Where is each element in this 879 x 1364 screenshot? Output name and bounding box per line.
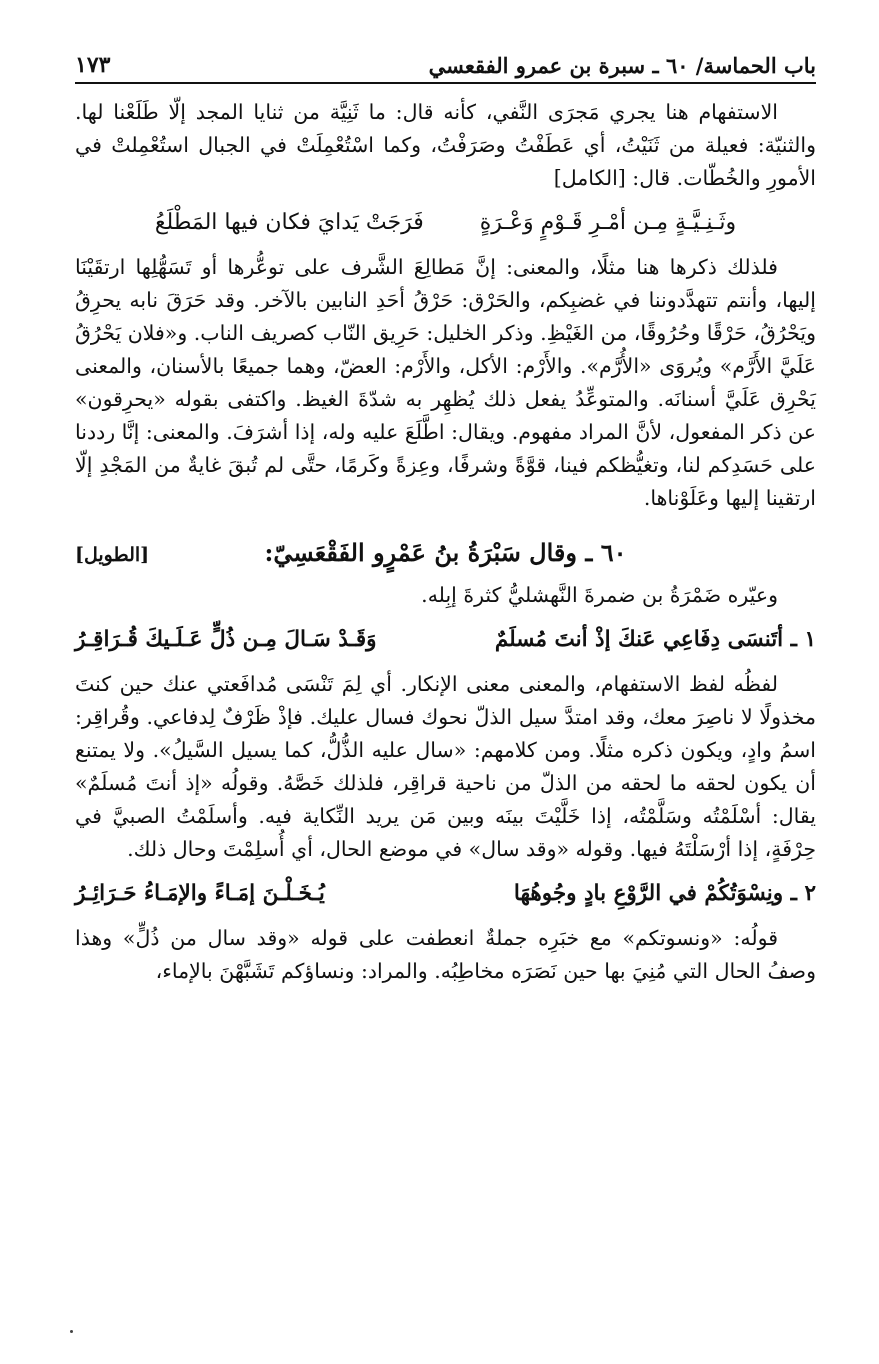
quoted-verse-hemistich-2: فَرَجَتْ يَدايَ فكان فيها المَطْلَعُ	[154, 210, 424, 235]
intro-paragraph-1: الاستفهام هنا يجري مَجرَى النَّفي، كأنه قال: ما ثَنِيَّة من ثنايا المجد إلّا طَلَعْنا لها. والثنيّة: فعيلة من ثَنَيْتُ، أي عَطَفْتُ وصَرَفْتُ، وكما اسْتُعْمِلَتْ في الجبال استُعْمِلتْ في الأمورِ والخُطّات. قال: [الكامل]	[75, 100, 816, 190]
poem-verse-2	[75, 876, 816, 912]
quoted-verse	[75, 205, 816, 241]
intro-paragraph-2: فلذلك ذكرها هنا مثلًا، والمعنى: إنَّ مَطالِعَ الشَّرف على توعُّرها أو تَسَهُّلِها ارتقَيْنَا إليها، وأنتم تتهدَّدوننا في غضبِكم، والحَرْق: حَرْقُ أحَدِ النابين بالآخر. وقد حَرَقَ نابه يحرِقُ ويَحْرُقُ، حَرْقًا وحُرُوقًا، من الغَيْظِ. وذكر الخليل: حَرِيق النّاب كصريف الناب. و«فلان يَحْرُقُ عَلَيَّ الأَرَّم» ويُروَى «الأُرَّم». والأَرْم: الأكل، والأَرْم: العضّ، وهما جميعًا بالأسنان، والمعنى يَحْرِق عَلَيَّ أسنانَه. والمتوعِّدُ يفعل ذلك يُظهِر به شدّةَ الغيظ. واكتفى بقوله «يحرِقون» عن ذكر المفعول، لأنَّ المراد مفهوم. ويقال: اطَّلَعَ عليه وله، إذا أشرَفَ. والمعنى: إنَّا رددنا على حَسَدِكم لنا، وتغيُّظكم فينا، قوَّةً وشرفًا، وعِزةً وكَرمًا، حتَّى لم تُبقَ غايةٌ من المَجْدِ إلّا ارتقينا إليها وعَلَوْناها.	[75, 255, 816, 510]
poem-heading	[75, 529, 816, 575]
poem-title: ٦٠ ـ وقال سَبْرَةُ بنُ عَمْرٍو الفَقْعَسِيّ:	[264, 537, 627, 567]
verse-2-hemistich-2: يُـخَـلْـنَ إمَـاءً والإمَـاءُ حَـرَائِـرُ	[75, 881, 325, 906]
quoted-verse-hemistich-1: وثَـنِـيَّـةٍ مِـن أمْـرِ قَـوْمٍ وَعْـرَةٍ	[479, 210, 737, 235]
poem-verse-1	[75, 622, 816, 658]
scan-dot	[70, 1330, 73, 1333]
verse-1-hemistich-1: ١ ـ أتَنسَى دِفَاعِي عَنكَ إذْ أنتَ مُسلَمٌ	[494, 627, 816, 652]
poem-intro-line: وعيّره ضَمْرَةُ بن ضمرةَ النَّهشليُّ كثرةَ إبِله.	[421, 583, 778, 607]
verse-1-hemistich-2: وَقَـدْ سَـالَ مِـن ذُلٍّ عَـلَـيكَ قُـرَاقِـرُ	[75, 627, 377, 652]
page-number: ١٧٣	[75, 52, 111, 78]
poem-meter: [الطويل]	[75, 544, 150, 566]
verse-2-hemistich-1: ٢ ـ ونِسْوَتُكُمْ في الرَّوْعِ بادٍ وجُوهُهَا	[513, 881, 816, 906]
running-header	[75, 40, 816, 84]
verse-2-commentary: قولُه: «ونسوتكم» مع خبَرِه جملةٌ انعطفت على قوله «وقد سال من ذُلٍّ» وهذا وصفُ الحال التي مُنِيَ بها حين نَصَرَه مخاطِبُه. والمراد: ونساؤكم تَشَبَّهْنَ بالإماء،	[75, 926, 816, 983]
running-title: باب الحماسة/ ٦٠ ـ سبرة بن عمرو الفقعسي	[428, 53, 816, 78]
page-body	[75, 96, 816, 988]
verse-1-commentary: لفظُه لفظ الاستفهام، والمعنى معنى الإنكار. أي لِمَ تَنْسَى مُدافَعتي عنك حين كنتَ مخذولًا لا ناصِرَ معك، وقد امتدَّ سيل الذلّ نحوك فسال عليك. فإذْ ظَرْفٌ لِدفاعي. وقُراقِر: اسمُ وادٍ، ويكون ذكره مثلًا. ومن كلامهم: «سال عليه الذُّلُّ، كما يسيل السَّيلُ». ولا يمتنع أن يكون لحقه ما لحقه من الذلّ من ناحية قراقِر، فلذلك خَصَّهُ. وقولُه «إذ أنتَ مُسلَمٌ» يقال: أسْلَمْتُه وسَلَّمْتُه، إذا خَلَّيْتَ بينَه وبين مَن يريد النِّكاية فيه. وأسلَمْتُ الصبيَّ في حِرْفَةٍ، إذا أرْسَلْتَهُ فيها. وقوله «وقد سال» في موضع الحال، أي أُسلِمْتَ وحال ذلك.	[75, 672, 816, 861]
